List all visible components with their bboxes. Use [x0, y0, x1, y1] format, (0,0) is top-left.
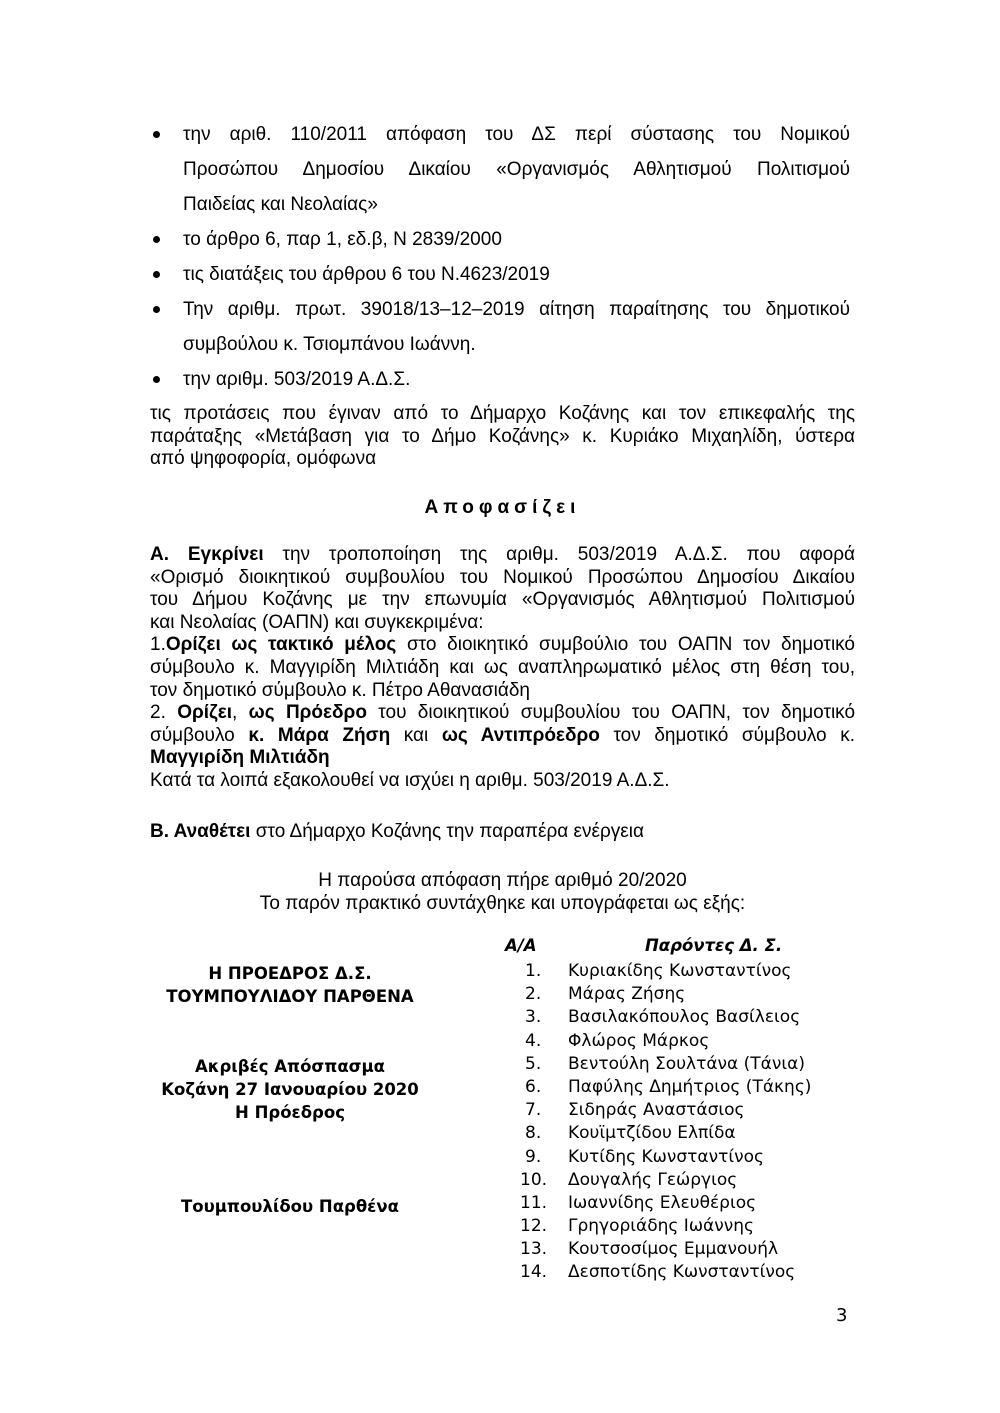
row-number: 11. — [520, 1192, 548, 1213]
list-item-line: το άρθρο 6, παρ 1, εδ.β, Ν 2839/2000 — [183, 229, 502, 250]
attendee-name: Σιδηράς Αναστάσιος — [568, 1100, 745, 1121]
list-item-line: Παιδείας και Νεολαίας» — [183, 194, 378, 215]
attendee-name: Μάρας Ζήσης — [568, 984, 686, 1005]
list-item-line: συμβούλου κ. Τσιομπάνου Ιωάννη. — [183, 334, 476, 355]
text-span: τον δημοτικό σύμβουλο κ. — [599, 724, 856, 746]
bold-text: ως Αντιπρόεδρο — [441, 724, 600, 746]
text-span: σύμβουλο — [150, 724, 249, 746]
bold-text: Ορίζει — [177, 702, 233, 724]
president-title: Η ΠΡΟΕΔΡΟΣ Δ.Σ. — [208, 964, 372, 983]
attendee-name: Κουτσοσίμος Εμμανουήλ — [568, 1239, 779, 1260]
list-item-line: Προσώπου Δημοσίου Δικαίου «Οργανισμός Αθλητισμού Πολιτισμού — [183, 159, 850, 180]
item-number: 2. — [150, 702, 178, 724]
row-number: 14. — [520, 1262, 548, 1283]
paragraph-line: και Νεολαίας (ΟΑΠΝ) και συγκεκριμένα: — [150, 611, 484, 633]
signer-name: Τουμπουλίδου Παρθένα — [181, 1197, 399, 1216]
bullet-icon — [153, 306, 160, 313]
proposals-paragraph — [150, 403, 855, 471]
paragraph-line: Κατά τα λοιπά εξακολουθεί να ισχύει η αριθμ. 503/2019 Α.Δ.Σ. — [150, 769, 670, 791]
attendee-name: Βασιλακόπουλος Βασίλειος — [568, 1007, 801, 1028]
section-b-label: Β. Αναθέτει — [150, 821, 251, 842]
paragraph-line — [150, 702, 855, 725]
table-row — [500, 1215, 840, 1238]
place-date: Κοζάνη 27 Ιανουαρίου 2020 — [161, 1080, 419, 1099]
row-number: 13. — [520, 1239, 548, 1260]
list-item — [150, 257, 850, 292]
text-span: του διοικητικού συμβουλίου του ΟΑΠΝ, τον δημοτικό — [366, 702, 856, 724]
table-row — [500, 1122, 840, 1145]
table-row — [500, 1261, 840, 1284]
paragraph-line: τον δημοτικό σύμβουλο κ. Πέτρο Αθανασιάδη — [150, 679, 530, 701]
row-number: 2. — [525, 984, 542, 1005]
bold-text: ως Πρόεδρο — [248, 702, 367, 724]
table-row — [500, 1146, 840, 1169]
table-row — [500, 960, 840, 983]
paragraph-line: του Δήμου Κοζάνης με την επωνυμία «Οργανισμός Αθλητισμού Πολιτισμού — [150, 589, 855, 611]
president-block — [150, 962, 430, 1008]
row-number: 10. — [520, 1169, 548, 1190]
text-span: στο Δήμαρχο Κοζάνης την παραπέρα ενέργεια — [250, 821, 644, 842]
table-row — [500, 1006, 840, 1029]
row-number: 1. — [525, 961, 542, 981]
table-row — [500, 1192, 840, 1215]
table-row — [500, 983, 840, 1006]
text-span: την τροποποίηση της αριθμ. 503/2019 Α.Δ.Σ. που αφορά — [263, 544, 855, 565]
extract-block — [150, 1055, 430, 1124]
item-number: 1. — [150, 634, 166, 656]
attendee-name: Ιωαννίδης Ελευθέριος — [568, 1192, 757, 1213]
table-row — [500, 1099, 840, 1122]
header-present: Παρόντες Δ. Σ. — [645, 936, 783, 955]
row-number: 8. — [525, 1123, 542, 1144]
bullet-icon — [153, 376, 160, 383]
paragraph-line — [150, 725, 855, 748]
bullet-icon — [153, 236, 160, 243]
paragraph-line: τις προτάσεις που έγιναν από το Δήμαρχο Κοζάνης και τον επικεφαλής της — [150, 403, 855, 424]
section-b — [150, 821, 855, 844]
signing-line: Το παρόν πρακτικό συντάχθηκε και υπογράφεται ως εξής: — [259, 892, 746, 914]
extract-label: Ακριβές Απόσπασμα — [195, 1057, 385, 1076]
attendees-list — [500, 960, 840, 1285]
section-a-label: Α. Εγκρίνει — [150, 544, 264, 565]
attendee-name: Παφύλης Δημήτριος (Τάκης) — [568, 1076, 812, 1097]
considerations-list — [150, 117, 850, 397]
attendees-table — [500, 936, 840, 1285]
paragraph-line: «Ορισμό διοικητικού συμβουλίου του Νομικού Προσώπου Δημοσίου Δικαίου — [150, 566, 855, 588]
page-number: 3 — [836, 1305, 848, 1326]
list-item-line: την αριθ. 110/2011 απόφαση του ΔΣ περί σύστασης του Νομικού — [183, 124, 850, 145]
attendee-name: Κυριακίδης Κωνσταντίνος — [568, 961, 792, 981]
bold-text: Μαγγιρίδη Μιλτιάδη — [150, 747, 330, 769]
attendee-name: Φλώρος Μάρκος — [568, 1030, 710, 1051]
table-row — [500, 1238, 840, 1261]
text-span: , — [232, 702, 249, 724]
list-item-line: τις διατάξεις του άρθρου 6 του Ν.4623/2019 — [183, 264, 550, 285]
paragraph-line: παράταξης «Μετάβαση για το Δήμο Κοζάνης» κ. Κυριάκο Μιχαηλίδη, ύστερα — [150, 425, 855, 447]
list-item-line: Την αριθμ. πρωτ. 39018/13‒12‒2019 αίτηση παραίτησης του δημοτικού — [183, 299, 850, 320]
list-item-line: την αριθμ. 503/2019 Α.Δ.Σ. — [183, 369, 411, 390]
attendee-name: Κυτίδης Κωνσταντίνος — [568, 1146, 764, 1167]
table-row — [500, 1169, 840, 1192]
bold-text: Ορίζει ως τακτικό μέλος — [165, 634, 397, 656]
row-number: 5. — [525, 1053, 542, 1074]
list-item — [150, 222, 850, 257]
row-number: 7. — [525, 1100, 542, 1121]
table-row — [500, 1030, 840, 1053]
bullet-icon — [153, 131, 160, 138]
paragraph-line — [150, 821, 855, 844]
president-name: ΤΟΥΜΠΟΥΛΙΔΟΥ ΠΑΡΘΕΝΑ — [166, 987, 414, 1006]
section-a — [150, 544, 855, 793]
attendee-name: Κουϊμτζίδου Ελπίδα — [568, 1123, 736, 1144]
paragraph-line: από ψηφοφορία, ομόφωνα — [150, 448, 377, 470]
row-number: 9. — [525, 1146, 542, 1167]
bullet-icon — [153, 271, 160, 278]
text-span: και — [390, 724, 442, 746]
paragraph-line — [150, 544, 855, 567]
row-number: 3. — [525, 1007, 542, 1028]
attendee-name: Γρηγοριάδης Ιωάννης — [568, 1216, 755, 1237]
decision-number-line: Η παρούσα απόφαση πήρε αριθμό 20/2020 — [318, 870, 687, 891]
table-row — [500, 1076, 840, 1099]
closing-statement — [150, 870, 855, 915]
decision-heading: Αποφασίζει — [424, 497, 581, 518]
list-item — [150, 292, 850, 362]
attendees-header — [500, 936, 840, 960]
paragraph-line: σύμβουλο κ. Μαγγιρίδη Μιλτιάδη και ως αναπληρωματικό μέλος στη θέση του, — [150, 656, 855, 678]
row-number: 6. — [525, 1076, 542, 1097]
list-item — [150, 362, 850, 397]
row-number: 12. — [520, 1216, 548, 1237]
bold-text: κ. Μάρα Ζήση — [248, 724, 391, 746]
attendee-name: Δουγαλής Γεώργιος — [568, 1169, 738, 1190]
header-aa: Α/Α — [505, 936, 537, 955]
text-span: στο διοικητικό συμβούλιο του ΟΑΠΝ τον δημοτικό — [396, 634, 855, 656]
paragraph-line — [150, 634, 855, 657]
list-item — [150, 117, 850, 222]
paragraph-line — [150, 747, 855, 770]
signer-block — [150, 1195, 430, 1218]
row-number: 4. — [525, 1030, 542, 1051]
attendee-name: Δεσποτίδης Κωνσταντίνος — [568, 1262, 796, 1283]
role-label: Η Πρόεδρος — [235, 1103, 345, 1122]
attendee-name: Βεντούλη Σουλτάνα (Τάνια) — [568, 1053, 805, 1074]
table-row — [500, 1053, 840, 1076]
